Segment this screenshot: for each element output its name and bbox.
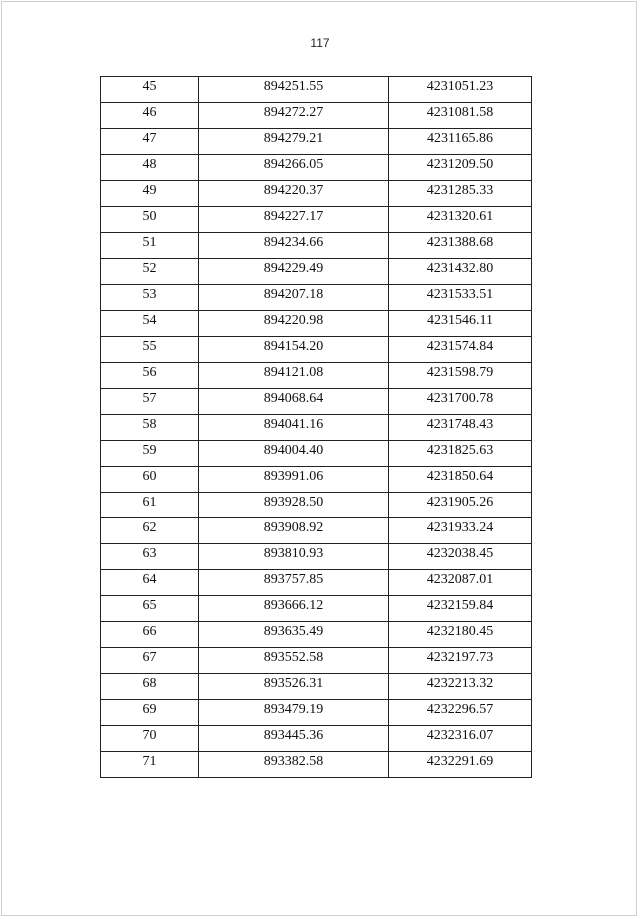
y-coordinate-cell: 4231905.26 bbox=[389, 492, 532, 518]
y-coordinate-cell: 4231933.24 bbox=[389, 518, 532, 544]
x-coordinate-cell: 894041.16 bbox=[199, 414, 389, 440]
x-coordinate-cell: 893635.49 bbox=[199, 622, 389, 648]
y-coordinate-cell: 4232291.69 bbox=[389, 752, 532, 778]
point-number-cell: 47 bbox=[101, 128, 199, 154]
y-coordinate-cell: 4231748.43 bbox=[389, 414, 532, 440]
coordinate-table bbox=[100, 76, 532, 778]
y-coordinate-cell: 4231165.86 bbox=[389, 128, 532, 154]
y-coordinate-cell: 4232316.07 bbox=[389, 726, 532, 752]
x-coordinate-cell: 893928.50 bbox=[199, 492, 389, 518]
x-coordinate-cell: 894227.17 bbox=[199, 206, 389, 232]
y-coordinate-cell: 4231209.50 bbox=[389, 154, 532, 180]
table-row bbox=[101, 726, 532, 752]
point-number-cell: 53 bbox=[101, 284, 199, 310]
point-number-cell: 66 bbox=[101, 622, 199, 648]
y-coordinate-cell: 4231850.64 bbox=[389, 466, 532, 492]
table-row bbox=[101, 570, 532, 596]
table-row bbox=[101, 102, 532, 128]
table-row bbox=[101, 648, 532, 674]
y-coordinate-cell: 4231574.84 bbox=[389, 336, 532, 362]
table-row bbox=[101, 154, 532, 180]
point-number-cell: 61 bbox=[101, 492, 199, 518]
point-number-cell: 68 bbox=[101, 674, 199, 700]
x-coordinate-cell: 894121.08 bbox=[199, 362, 389, 388]
point-number-cell: 67 bbox=[101, 648, 199, 674]
table-row bbox=[101, 388, 532, 414]
y-coordinate-cell: 4231598.79 bbox=[389, 362, 532, 388]
x-coordinate-cell: 893552.58 bbox=[199, 648, 389, 674]
point-number-cell: 56 bbox=[101, 362, 199, 388]
x-coordinate-cell: 894266.05 bbox=[199, 154, 389, 180]
point-number-cell: 57 bbox=[101, 388, 199, 414]
point-number-cell: 49 bbox=[101, 180, 199, 206]
x-coordinate-cell: 894272.27 bbox=[199, 102, 389, 128]
point-number-cell: 69 bbox=[101, 700, 199, 726]
table-row bbox=[101, 362, 532, 388]
table-row bbox=[101, 622, 532, 648]
x-coordinate-cell: 893757.85 bbox=[199, 570, 389, 596]
x-coordinate-cell: 893810.93 bbox=[199, 544, 389, 570]
y-coordinate-cell: 4232038.45 bbox=[389, 544, 532, 570]
y-coordinate-cell: 4232197.73 bbox=[389, 648, 532, 674]
point-number-cell: 63 bbox=[101, 544, 199, 570]
x-coordinate-cell: 893382.58 bbox=[199, 752, 389, 778]
point-number-cell: 48 bbox=[101, 154, 199, 180]
table-row bbox=[101, 232, 532, 258]
x-coordinate-cell: 893526.31 bbox=[199, 674, 389, 700]
point-number-cell: 54 bbox=[101, 310, 199, 336]
point-number-cell: 58 bbox=[101, 414, 199, 440]
x-coordinate-cell: 893445.36 bbox=[199, 726, 389, 752]
table-row bbox=[101, 284, 532, 310]
table-row bbox=[101, 128, 532, 154]
y-coordinate-cell: 4231051.23 bbox=[389, 77, 532, 103]
x-coordinate-cell: 894229.49 bbox=[199, 258, 389, 284]
y-coordinate-cell: 4232296.57 bbox=[389, 700, 532, 726]
point-number-cell: 65 bbox=[101, 596, 199, 622]
x-coordinate-cell: 894279.21 bbox=[199, 128, 389, 154]
table-row bbox=[101, 544, 532, 570]
x-coordinate-cell: 894220.98 bbox=[199, 310, 389, 336]
y-coordinate-cell: 4232180.45 bbox=[389, 622, 532, 648]
y-coordinate-cell: 4231533.51 bbox=[389, 284, 532, 310]
y-coordinate-cell: 4231081.58 bbox=[389, 102, 532, 128]
point-number-cell: 64 bbox=[101, 570, 199, 596]
point-number-cell: 60 bbox=[101, 466, 199, 492]
table-row bbox=[101, 77, 532, 103]
table-row bbox=[101, 180, 532, 206]
y-coordinate-cell: 4231546.11 bbox=[389, 310, 532, 336]
point-number-cell: 52 bbox=[101, 258, 199, 284]
table-row bbox=[101, 518, 532, 544]
point-number-cell: 59 bbox=[101, 440, 199, 466]
table-row bbox=[101, 258, 532, 284]
point-number-cell: 70 bbox=[101, 726, 199, 752]
table-row bbox=[101, 752, 532, 778]
point-number-cell: 71 bbox=[101, 752, 199, 778]
x-coordinate-cell: 893908.92 bbox=[199, 518, 389, 544]
table-body bbox=[101, 77, 532, 778]
y-coordinate-cell: 4231825.63 bbox=[389, 440, 532, 466]
point-number-cell: 45 bbox=[101, 77, 199, 103]
table-row bbox=[101, 440, 532, 466]
x-coordinate-cell: 894068.64 bbox=[199, 388, 389, 414]
table-row bbox=[101, 336, 532, 362]
x-coordinate-cell: 894154.20 bbox=[199, 336, 389, 362]
y-coordinate-cell: 4232087.01 bbox=[389, 570, 532, 596]
page-number: 117 bbox=[310, 36, 330, 50]
table-row bbox=[101, 414, 532, 440]
x-coordinate-cell: 894251.55 bbox=[199, 77, 389, 103]
table-row bbox=[101, 206, 532, 232]
table-row bbox=[101, 492, 532, 518]
point-number-cell: 51 bbox=[101, 232, 199, 258]
y-coordinate-cell: 4231432.80 bbox=[389, 258, 532, 284]
point-number-cell: 62 bbox=[101, 518, 199, 544]
x-coordinate-cell: 893991.06 bbox=[199, 466, 389, 492]
y-coordinate-cell: 4231388.68 bbox=[389, 232, 532, 258]
table-row bbox=[101, 466, 532, 492]
table-row bbox=[101, 310, 532, 336]
y-coordinate-cell: 4231320.61 bbox=[389, 206, 532, 232]
table-row bbox=[101, 674, 532, 700]
point-number-cell: 50 bbox=[101, 206, 199, 232]
point-number-cell: 55 bbox=[101, 336, 199, 362]
x-coordinate-cell: 893479.19 bbox=[199, 700, 389, 726]
table-row bbox=[101, 596, 532, 622]
point-number-cell: 46 bbox=[101, 102, 199, 128]
y-coordinate-cell: 4232213.32 bbox=[389, 674, 532, 700]
y-coordinate-cell: 4231700.78 bbox=[389, 388, 532, 414]
x-coordinate-cell: 894234.66 bbox=[199, 232, 389, 258]
y-coordinate-cell: 4231285.33 bbox=[389, 180, 532, 206]
x-coordinate-cell: 894207.18 bbox=[199, 284, 389, 310]
x-coordinate-cell: 894220.37 bbox=[199, 180, 389, 206]
y-coordinate-cell: 4232159.84 bbox=[389, 596, 532, 622]
table-row bbox=[101, 700, 532, 726]
x-coordinate-cell: 893666.12 bbox=[199, 596, 389, 622]
x-coordinate-cell: 894004.40 bbox=[199, 440, 389, 466]
